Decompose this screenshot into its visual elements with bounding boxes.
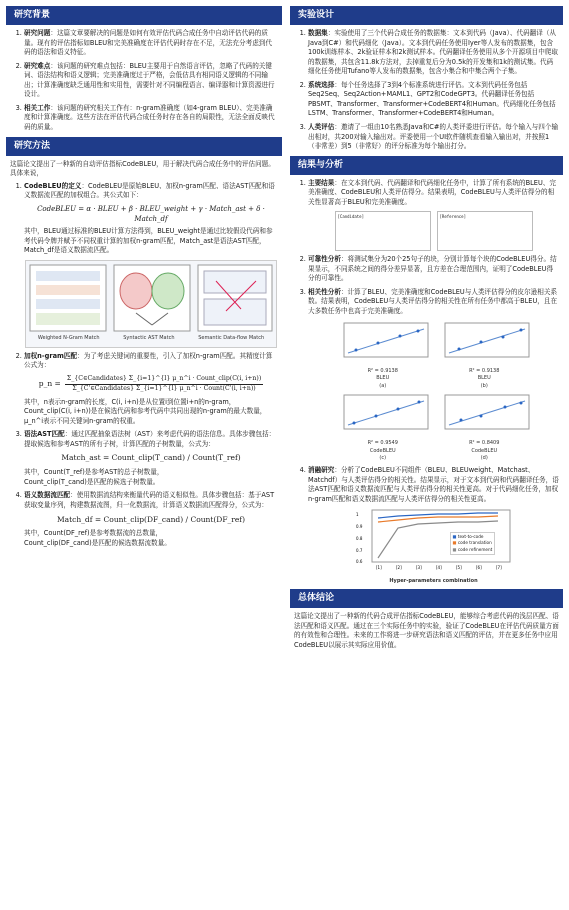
formula-numerator: Σ_{C∈Candidates} Σ_{i=1}^{l} μ_n^i · Count_clip(C(i, i+n)) bbox=[65, 375, 263, 385]
r2-label: R² = 0.8409 bbox=[469, 440, 500, 447]
legend-item: ■ code refinement bbox=[452, 546, 493, 552]
legend-label: code refinement bbox=[457, 546, 493, 552]
item-text: ：通过匹配抽象语法树（AST）来考虑代码的语法信息。具体步骤包括：提取候选和参考AST的所有子树，计算匹配的子树数量，公式为： bbox=[24, 430, 276, 448]
section-header-background: 研究背景 bbox=[6, 6, 282, 25]
formula-denominator: Σ_{C'∈Candidates} Σ_{i=1}^{l} μ_n^i · Count(C'(i, i+n)) bbox=[72, 384, 256, 392]
x-axis-label: CodeBLEU bbox=[471, 447, 498, 454]
x-tick: [1] bbox=[375, 565, 382, 571]
item-text: ：每个任务选择了3到4个标准系统进行评估。文本到代码任务包括Seq2Seq、Seq2Action+MAML1、GPT2和CodeGPT3。代码翻译任务包括PBSMT、Transformer、Transformer+CodeBERT4和Human。代码细化任务包括LSTM、Transformer、Transformer+CodeBERT4和Human。 bbox=[308, 80, 556, 118]
item-text: ：使用数据流结构来衡量代码的语义相似性。具体步骤包括：基于AST获取变量序列，构建数据流图，归一化数据流，计算语义数据流匹配得分，公式为： bbox=[24, 491, 275, 509]
item-label: 研究问题 bbox=[24, 29, 51, 38]
formula-explanation: 其中，Count(T_ref)是参考AST的总子树数量， bbox=[24, 468, 164, 477]
item-label: 相关工作 bbox=[24, 103, 51, 112]
figure-captions bbox=[26, 335, 276, 342]
r2-label: R² = 0.9138 bbox=[469, 368, 500, 375]
results-list bbox=[294, 179, 559, 586]
scatter-plot bbox=[334, 393, 432, 437]
list-item bbox=[308, 466, 559, 585]
section-header-method: 研究方法 bbox=[6, 137, 282, 156]
item-label: 相关性分析 bbox=[308, 287, 341, 296]
x-tick: [3] bbox=[415, 565, 422, 571]
pn-formula bbox=[24, 375, 278, 394]
section-header-conclusion: 总体结论 bbox=[290, 589, 563, 608]
scatter-plot bbox=[435, 393, 533, 437]
df-formula: Match_df = Count_clip(DF_cand) / Count(DF_ref) bbox=[56, 514, 246, 524]
code-example bbox=[308, 211, 559, 251]
conclusion-body bbox=[290, 612, 563, 650]
item-label: 数据集 bbox=[308, 29, 328, 38]
item-label: 人类评估 bbox=[308, 122, 335, 131]
codebleu-formula: CodeBLEU = α · BLEU + β · BLEU_weight + γ · Match_ast + δ · Match_df bbox=[37, 204, 265, 223]
list-item bbox=[24, 29, 278, 58]
r2-label: R² = 0.9549 bbox=[367, 440, 398, 447]
list-item bbox=[24, 62, 278, 100]
item-text: ：为了考虑关键词的重要性，引入了加权n-gram匹配。其精度计算公式为： bbox=[24, 351, 273, 370]
scatter-grid bbox=[334, 321, 534, 463]
legend-label: code translation bbox=[457, 540, 492, 546]
chart-legend bbox=[450, 532, 496, 554]
reference-code bbox=[437, 211, 533, 251]
formula-explanation: Count_clip(T_cand)是匹配的候选子树数量。 bbox=[24, 477, 160, 486]
list-item bbox=[24, 182, 278, 348]
subfigure-label: (d) bbox=[480, 454, 488, 461]
experiment-list bbox=[294, 29, 559, 152]
item-label: 加权n-gram匹配 bbox=[24, 351, 78, 360]
list-item bbox=[308, 288, 559, 462]
candidate-code bbox=[335, 211, 431, 251]
item-text: ：这篇文章要解决的问题是如何有效评估代码合成任务中自动评估代码的质量。现有的评估指标如BLEU和完美准确度在评估代码时存在不足，无法充分考虑到代码的语法和语义特征。 bbox=[24, 29, 272, 57]
y-tick: 0.7 bbox=[355, 548, 362, 554]
section-header-results: 结果与分析 bbox=[290, 156, 563, 175]
x-tick: [6] bbox=[475, 565, 482, 571]
list-item bbox=[308, 123, 559, 152]
caption: Semantic Data-flow Match bbox=[198, 334, 265, 341]
item-text: ：在文本到代码、代码翻译和代码细化任务中，计算了所有系统的BLEU、完美准确度、CodeBLEU和人类评估得分。结果表明，CodeBLEU与人类评估得分的相关性显著高于BLEU和完美准确度。 bbox=[308, 178, 556, 206]
item-label: 主要结果 bbox=[308, 178, 335, 187]
left-column bbox=[6, 6, 282, 553]
subfigure-label: (c) bbox=[379, 454, 387, 461]
scatter-plot bbox=[334, 321, 432, 365]
list-item bbox=[308, 29, 559, 77]
list-item bbox=[308, 179, 559, 252]
list-item bbox=[308, 81, 559, 119]
formula-lhs: p_n = bbox=[38, 378, 61, 388]
scatter-panel bbox=[334, 321, 433, 390]
formula-explanation: 其中，BLEU通过标准的BLEU计算方法得到，BLEU_weight是通过比较假设代码和参考代码令牌并赋予不同权重计算的加权n-gram匹配，Match_ast是语法AST匹配，Match_df是语义数据流匹配。 bbox=[24, 227, 273, 255]
item-label: 系统选择 bbox=[308, 80, 335, 89]
y-tick: 0.8 bbox=[355, 536, 362, 542]
list-item bbox=[308, 255, 559, 284]
item-text: ：计算了BLEU、完美准确度和CodeBLEU与人类评估得分的皮尔逊相关系数。结果表明，CodeBLEU与人类评估得分的相关性在所有任务中都高于BLEU，且在大多数任务中也高于完美准确度。 bbox=[308, 287, 558, 316]
list-item bbox=[24, 430, 278, 487]
item-text: ：实验使用了三个代码合成任务的数据集：文本到代码（Java）、代码翻译（从Java到C#）和代码细化（Java）。文本到代码任务使用Iyer等人发布的数据集，包含100k训练样本、2k验证样本和2k测试样本。代码翻译任务使用从多个开源项目中爬取的数据集，共包含11.8k方法对，去掉重复后分为0.5k的开发集和1k的测试集。代码细化任务使用Tufano等人发布的数据集，包含小集合和中集合两个子集。 bbox=[308, 29, 559, 76]
method-list bbox=[10, 182, 278, 549]
list-item bbox=[24, 352, 278, 427]
ast-formula: Match_ast = Count_clip(T_cand) / Count(T_ref) bbox=[61, 453, 241, 463]
x-axis-label: BLEU bbox=[376, 375, 390, 382]
legend-item: ■ code translation bbox=[452, 540, 492, 546]
x-axis-label: CodeBLEU bbox=[369, 447, 396, 454]
codebleu-figure bbox=[25, 260, 277, 348]
x-tick: [5] bbox=[455, 565, 462, 571]
item-label: 语法AST匹配 bbox=[24, 430, 65, 439]
x-tick: [4] bbox=[435, 565, 442, 571]
r2-label: R² = 0.9138 bbox=[367, 368, 398, 375]
method-intro: 这篇论文提出了一种新的自动评估指标CodeBLEU，用于解决代码合成任务中的评估问题。具体来说， bbox=[10, 159, 275, 178]
formula-explanation: Count_clip(DF_cand)是匹配的候选数据流数量。 bbox=[24, 538, 171, 547]
item-text: ：该问题的研究难点包括：BLEU主要用于自然语言评估，忽略了代码的关键词、语法结构和语义逻辑；完美准确度过于严格，会低估具有相同语义逻辑的不同输出；计算准确度缺乏通用性和实用性，需要针对不同编程语言、编译器和计算资源进行设计。 bbox=[24, 61, 275, 99]
formula-explanation: 其中，Count(DF_ref)是参考数据流的总数量， bbox=[24, 529, 163, 538]
item-label: 可靠性分析 bbox=[308, 255, 341, 264]
subfigure-label: (b) bbox=[480, 382, 488, 389]
x-axis-title: Hyper-parameters combination bbox=[389, 577, 478, 584]
list-item bbox=[24, 491, 278, 548]
scatter-plot bbox=[435, 321, 533, 365]
subfigure-label: (a) bbox=[379, 382, 387, 389]
x-tick: [7] bbox=[495, 565, 502, 571]
scatter-panel bbox=[435, 321, 534, 390]
item-text: ：CodeBLEU是原始BLEU、加权n-gram匹配、语法AST匹配和语义数据流匹配的加权组合。其公式如下： bbox=[24, 181, 275, 200]
background-list bbox=[10, 29, 278, 132]
legend-item: ■ text-to-code bbox=[452, 534, 484, 540]
right-column bbox=[290, 6, 563, 653]
code-title: [Reference] bbox=[439, 214, 466, 220]
y-tick: 1 bbox=[355, 512, 359, 518]
y-tick: 0.6 bbox=[355, 559, 362, 565]
item-label: 消融研究 bbox=[308, 466, 335, 475]
section-header-experiment: 实验设计 bbox=[290, 6, 563, 25]
scatter-panel bbox=[435, 393, 534, 462]
method-body bbox=[6, 160, 282, 549]
background-body bbox=[6, 29, 282, 132]
item-label: CodeBLEU的定义 bbox=[24, 181, 82, 190]
x-tick: [2] bbox=[395, 565, 402, 571]
formula-explanation: 其中，n表示n-gram的长度，C(i, i+n)是从位置i到位置i+n的n-gram，Count_clip(C(i, i+n))是在候选代码和参考代码中共同出现的n-gram的最大数量，μ_n^i表示不同关键词n-gram的权重。 bbox=[24, 397, 267, 425]
conclusion-text: 这篇论文提出了一种新的代码合成评估指标CodeBLEU，能够综合考虑代码的浅层匹配、语法匹配和语义匹配。通过在三个实际任务中的实验，验证了CodeBLEU在评估代码质量方面的有效性和合理性。未来的工作将进一步研究语法和语义匹配的评估，并在更多任务中应用CodeBLEU以展示其实际应用价值。 bbox=[294, 612, 559, 649]
scatter-panel bbox=[334, 393, 433, 462]
legend-label: text-to-code bbox=[457, 534, 484, 540]
item-label: 语义数据流匹配 bbox=[24, 491, 71, 500]
experiment-body bbox=[290, 29, 563, 152]
ablation-chart bbox=[354, 508, 514, 585]
results-body bbox=[290, 179, 563, 586]
item-text: ：邀请了一组由10名熟悉Java和C#的人类评委进行评估。每个输入与四个输出相对，共200对输入输出对。评委使用一个UI软件随机查看输入输出对，并按照1（非常差）到5（非常好）的评分标准为每个输出打分。 bbox=[308, 122, 559, 151]
fraction bbox=[65, 375, 263, 394]
code-title: [Candidate] bbox=[337, 214, 364, 220]
item-text: ：分析了CodeBLEU不同组件（BLEU、BLEUweight、Matchast、Matchdf）与人类评估得分的相关性。结果显示，对于文本到代码和代码翻译任务，语法AST匹配和语义数据流匹配与人类评估得分的相关性更高。对于代码细化任务，加权n-gram匹配和语义数据流匹配与人类评估得分的相关性更高。 bbox=[308, 466, 559, 503]
list-item bbox=[24, 104, 278, 133]
item-label: 研究难点 bbox=[24, 61, 51, 70]
caption: Weighted N-Gram Match bbox=[37, 334, 100, 341]
item-text: ：将测试集分为20个25句子的块，分别计算每个块的CodeBLEU得分。结果显示，不同系统之间的得分差异显著，且方差在合理范围内，证明了CodeBLEU得分的可靠性。 bbox=[308, 255, 557, 283]
y-tick: 0.9 bbox=[355, 524, 362, 530]
caption: Syntactic AST Match bbox=[123, 334, 175, 341]
x-axis-label: BLEU bbox=[477, 375, 491, 382]
item-text: ：该问题的研究相关工作有：n-gram准确度（如4-gram BLEU）、完美准确度和计算准确度。这些方法在评估代码合成任务时存在各自的局限性，无法全面反映代码的质量。 bbox=[24, 103, 275, 131]
